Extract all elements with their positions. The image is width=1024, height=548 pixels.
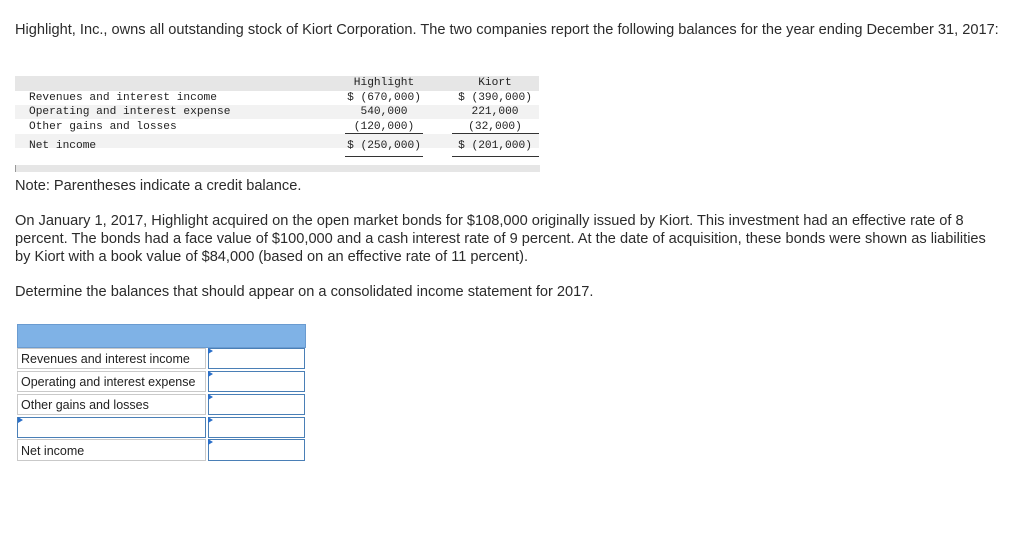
task-instruction: Determine the balances that should appear on a consolidated income statement for 2017. <box>15 284 594 300</box>
input-marker-icon <box>208 394 213 400</box>
given-row-label-other: Other gains and losses <box>29 121 177 133</box>
subtotal-rule-kiort <box>452 133 539 134</box>
answer-input-net-income[interactable] <box>208 439 305 461</box>
given-row-label-net-income: Net income <box>29 140 97 152</box>
given-kiort-revenues: $ (390,000) <box>458 92 532 104</box>
input-marker-icon <box>208 348 213 354</box>
answer-input-revenues[interactable] <box>208 348 305 369</box>
given-highlight-other: (120,000) <box>353 121 415 133</box>
total-rule-highlight <box>345 156 423 157</box>
acquisition-paragraph: On January 1, 2017, Highlight acquired on the open market bonds for $108,000 originally issued by Kiort. This investment had an effective rate of 8 percent. The bonds had a face value of $100,000 and a cash interest rate of 9 percent. At the date of acquisition, these bonds were shown as liabilities by Kiort with a book value of $84,000 (based on an effective rate of 11 percent). <box>15 213 986 265</box>
answer-table-header <box>17 324 306 348</box>
given-highlight-net-income: $ (250,000) <box>347 140 421 152</box>
answer-label-other-gains: Other gains and losses <box>17 394 206 415</box>
input-marker-icon <box>208 371 213 377</box>
given-row-label-revenues: Revenues and interest income <box>29 92 217 104</box>
input-marker-icon <box>18 417 23 423</box>
input-marker-icon <box>208 417 213 423</box>
col-header-kiort: Kiort <box>478 77 512 89</box>
given-kiort-operating: 221,000 <box>471 106 519 118</box>
given-highlight-operating: 540,000 <box>360 106 408 118</box>
answer-label-revenues: Revenues and interest income <box>17 348 206 369</box>
answer-input-other-gains[interactable] <box>208 394 305 415</box>
given-row-label-operating: Operating and interest expense <box>29 106 231 118</box>
given-footer-bar <box>15 165 540 172</box>
subtotal-rule-highlight <box>345 133 423 134</box>
answer-label-blank-input[interactable] <box>17 417 206 438</box>
answer-input-blank[interactable] <box>208 417 305 438</box>
input-marker-icon <box>208 439 213 445</box>
given-kiort-net-income: $ (201,000) <box>458 140 532 152</box>
problem-intro: Highlight, Inc., owns all outstanding stock of Kiort Corporation. The two companies report the following balances for the year ending December 31, 2017: <box>15 22 999 38</box>
answer-label-operating: Operating and interest expense <box>17 371 206 392</box>
answer-input-operating[interactable] <box>208 371 305 392</box>
given-highlight-revenues: $ (670,000) <box>347 92 421 104</box>
answer-label-net-income: Net income <box>17 439 206 461</box>
total-rule-kiort <box>452 156 539 157</box>
col-header-highlight: Highlight <box>353 77 415 89</box>
given-kiort-other: (32,000) <box>468 121 522 133</box>
credit-balance-note: Note: Parentheses indicate a credit balance. <box>15 178 302 194</box>
